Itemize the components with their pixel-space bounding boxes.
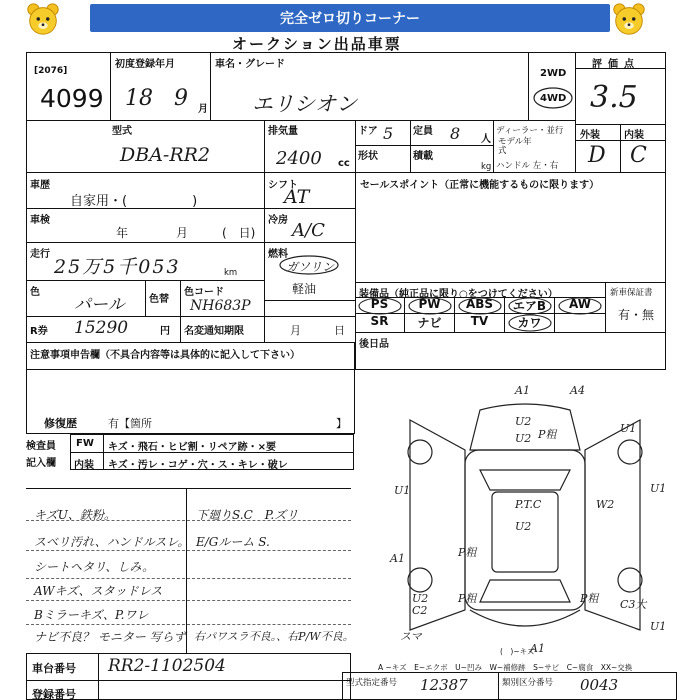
body-shape-label: 形状 [358,151,378,162]
class-value: 0043 [580,676,619,694]
color-code: NH683P [190,298,251,314]
remark-2: スベリ汚れ、ハンドルスレ。 [34,535,190,549]
inspector-interior-label: 内装 [74,460,94,471]
divider [110,52,111,120]
usage-value: 自家用・( ) [70,194,198,209]
warranty-value: 有・無 [618,308,655,322]
evaluation-label: 評価点 [592,59,640,70]
displacement-unit: cc [338,158,350,169]
equipment-navi: ナビ [405,314,455,332]
equipment-pw: PW [405,297,455,314]
shift-value: AT [284,186,310,208]
sales-point-label: セールスポイント（正常に機能するものに限ります） [360,180,600,191]
divider [620,124,621,172]
svg-text:P.T.C: P.T.C [515,498,542,511]
divider [26,550,351,551]
mileage-value: 25万5千053 [54,256,181,278]
divider [26,172,666,173]
inspector-fw-items: キズ・飛石・ヒビ割・リペア跡・×要 [108,442,276,453]
remark-3: シートヘタリ、しみ。 [34,560,155,574]
mileage-label: 走行 [30,249,50,260]
first-registration-month: 9 [174,86,188,111]
exterior-label: 外装 [580,130,600,141]
car-damage-diagram [370,380,680,655]
capacity-unit: 人 [481,134,491,145]
svg-text:U2: U2 [515,415,532,428]
svg-text:P粗: P粗 [458,592,477,605]
interior-grade: C [630,143,647,168]
divider [103,434,104,470]
equipment-tv: TV [455,314,505,332]
banner [90,4,610,32]
diagram-legend: A ~キズ E~エクボ U~凹み W~補修跡 S~サビ C~腐食 XX~交換 [378,663,633,672]
chassis-value: RR2-1102504 [108,656,226,676]
divider [605,282,606,332]
displacement-label: 排気量 [268,126,298,137]
svg-text:A4: A4 [570,384,585,397]
capacity-value: 8 [450,124,461,143]
remark-1: キズU、鉄粉。 [34,508,116,522]
model-value: DBA-RR2 [120,144,211,166]
svg-text:U1: U1 [620,422,637,435]
first-registration-year: 18 [125,86,153,111]
mileage-unit: km [224,268,238,278]
inspector-fw-label: FW [76,438,94,449]
divider [26,316,355,317]
load-label: 積載 [413,151,433,162]
remark-right-1: 下廻りS.C P.ズリ [196,508,299,522]
aircon-value: A/C [292,220,325,241]
remark-5: Bミラーキズ、P.ワレ [34,608,149,622]
first-registration-month-unit: 月 [198,104,208,115]
divider [180,280,181,316]
bear-mascot-icon [24,0,62,38]
aircon-label: 冷房 [268,215,288,226]
divider [26,208,355,209]
svg-text:P粗: P粗 [458,546,477,559]
divider [26,488,351,489]
inspector-label: 検査員 [26,441,56,452]
color-value: パール [74,295,125,315]
remark-4: AWキズ、スタッドレス [34,584,163,598]
divider [355,145,493,146]
load-unit: kg [481,162,492,172]
drive-4wd-circle [532,86,574,110]
diagram-legend-2: ( )~キズ [500,647,535,656]
inspector-interior-items: キズ・汚レ・コゲ・穴・ス・キレ・破レ [108,460,288,471]
bear-mascot-icon [610,0,648,38]
svg-text:C2: C2 [412,604,428,617]
shift-label: シフト [268,180,298,191]
equipment-label: 装備品（純正品に限り○をつけてください） [359,289,558,300]
capacity-label: 定員 [413,126,433,137]
banner-title: 完全ゼロ切りコーナー [280,11,420,27]
remark-bottom-right: 右パワスラ不良。、右P/W不良。 [194,630,354,643]
svg-text:A1: A1 [515,384,530,397]
divider [575,68,666,69]
equipment-airbag: エアB [505,297,555,314]
first-registration-label: 初度登録年月 [115,59,175,70]
svg-text:P粗: P粗 [580,592,599,605]
divider [26,242,355,243]
color-code-label: 色コード [184,287,224,298]
svg-text:U1: U1 [394,484,411,497]
model-year-label: モデル年式 [498,137,532,156]
divider [355,282,666,283]
divider [26,624,351,625]
equipment-abs: ABS [455,297,505,314]
doors-label: ドア [358,126,378,137]
dealer-label: ディーラー・並行 [496,126,564,136]
svg-text:U1: U1 [650,482,667,495]
svg-text:C3大: C3大 [620,598,647,611]
divider [528,52,529,120]
divider [145,280,146,316]
displacement-value: 2400 [276,148,322,169]
divider [410,145,411,172]
drive-4wd: 4WD [540,93,567,104]
equipment-empty [555,314,605,332]
repair-history-value: 有【箇所 [108,417,152,430]
svg-text:U2: U2 [412,592,429,605]
inspection-month: 月 [176,226,189,240]
inspection-year: 年 [116,226,129,240]
inspection-label: 車検 [30,215,50,226]
exterior-grade: D [588,143,606,168]
svg-text:P粗: P粗 [538,428,557,441]
chassis-label: 車台番号 [32,662,76,675]
inspector-label-2: 記入欄 [26,458,56,469]
divider [264,120,265,172]
remark-right-2: E/Gルーム S. [196,535,270,549]
divider [186,488,187,653]
inspection-day: ( 日) [222,226,256,240]
sheet-title: オークション出品車票 [232,35,402,53]
divider [355,332,666,333]
divider [355,120,356,172]
equipment-circle-leather [505,313,555,333]
equipment-aw: AW [555,297,605,314]
evaluation-score: 3.5 [590,80,638,115]
svg-text:A1: A1 [390,552,405,565]
equipment-ps: PS [355,297,405,314]
usage-label: 車歴 [30,180,50,191]
ownership-change-month: 月 [290,324,301,337]
designation-value: 12387 [420,676,468,694]
equipment-leather: カワ [505,314,555,332]
equipment-circles [355,296,605,316]
fuel-label: 燃料 [268,249,288,260]
warranty-label: 新車保証書 [610,288,653,298]
model-label: 型式 [112,126,132,137]
designation-label: 型式指定番号 [346,678,398,688]
remark-6: ナビ不良？ モニター 写らず [34,630,186,644]
after-market-label: 後日品 [359,339,389,350]
recycle-unit: 円 [160,326,170,337]
repair-history-close: 】 [336,417,347,430]
class-label: 類別区分番号 [502,678,554,688]
divider [26,578,351,579]
car-name-label: 車名・グレード [215,59,285,70]
svg-text:U2: U2 [515,520,532,533]
drive-2wd: 2WD [540,68,567,79]
svg-text:W2: W2 [596,498,615,511]
repair-history-label: 修復歴 [44,417,77,430]
divider [493,120,494,172]
ownership-change-label: 名変通知期限 [184,326,244,337]
interior-label: 内装 [624,130,644,141]
svg-text:U2: U2 [515,432,532,445]
notes-label: 注意事項申告欄（不具合内容等は具体的に記入して下さい） [30,350,300,361]
divider [26,600,351,601]
divider [180,316,181,342]
recycle-value: 15290 [74,318,129,338]
svg-text:スマ: スマ [400,630,422,643]
handle-label: ハンドル 左・右 [496,161,559,171]
lot-number: 4099 [40,84,104,113]
doors-value: 5 [383,124,394,143]
divider [575,52,576,172]
color-trim-label: 色替 [149,294,169,305]
ownership-change-day: 日 [334,324,345,337]
fuel-circle [278,254,340,276]
divider [264,300,355,301]
car-name-value: エリシオン [252,92,357,116]
fuel-diesel: 軽油 [292,282,317,296]
divider [210,52,211,120]
lot-code: [2076] [34,66,68,76]
recycle-label: R券 [30,326,48,337]
svg-text:U1: U1 [650,620,667,633]
divider [26,680,351,681]
divider [498,672,499,700]
divider [98,653,99,700]
divider [355,172,356,370]
color-label: 色 [30,287,40,298]
equipment-sr: SR [355,314,405,332]
svg-text:A1: A1 [530,642,545,655]
fuel-gasoline: ガソリン [286,260,335,274]
register-label: 登録番号 [32,688,76,700]
